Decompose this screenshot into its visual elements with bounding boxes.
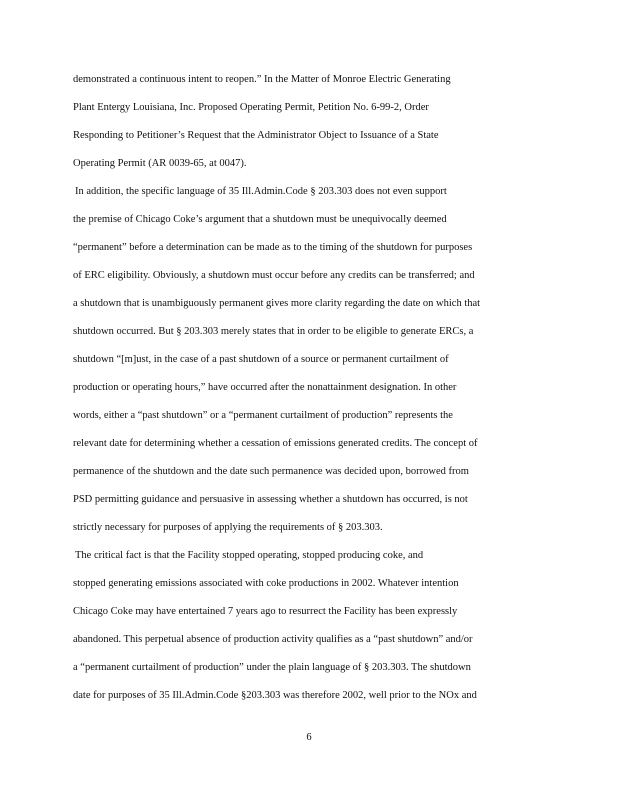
text-line-22: a “permanent curtailment of production” under the plain language of § 203.303. The shutdown [73, 662, 471, 673]
text-line-13: words, either a “past shutdown” or a “permanent curtailment of production” represents the [73, 410, 453, 421]
text-line-14: relevant date for determining whether a cessation of emissions generated credits. The concept of [73, 438, 478, 449]
text-line-11: shutdown “[m]ust, in the case of a past shutdown of a source or permanent curtailment of [73, 354, 449, 365]
text-line-18: The critical fact is that the Facility stopped operating, stopped producing coke, and [75, 550, 424, 561]
text-line-20: Chicago Coke may have entertained 7 years ago to resurrect the Facility has been expressly [73, 606, 458, 617]
text-line-21: abandoned. This perpetual absence of production activity qualifies as a “past shutdown” and/or [73, 634, 473, 645]
text-line-19: stopped generating emissions associated with coke productions in 2002. Whatever intention [73, 578, 459, 589]
text-line-17: strictly necessary for purposes of applying the requirements of § 203.303. [73, 522, 383, 533]
text-line-2: Plant Entergy Louisiana, Inc. Proposed Operating Permit, Petition No. 6-99-2, Order [73, 102, 429, 113]
text-line-4: Operating Permit (AR 0039-65, at 0047). [73, 158, 247, 169]
text-line-23: date for purposes of 35 Ill.Admin.Code §203.303 was therefore 2002, well prior to the NOx and [73, 690, 477, 701]
text-line-10: shutdown occurred. But § 203.303 merely states that in order to be eligible to generate ERCs, a [73, 326, 474, 337]
text-line-3: Responding to Petitioner’s Request that the Administrator Object to Issuance of a State [73, 130, 439, 141]
text-line-15: permanence of the shutdown and the date such permanence was decided upon, borrowed from [73, 466, 469, 477]
text-line-1: demonstrated a continuous intent to reopen.” In the Matter of Monroe Electric Generating [73, 74, 451, 85]
page-number: 6 [306, 732, 312, 743]
text-line-6: the premise of Chicago Coke’s argument that a shutdown must be unequivocally deemed [73, 214, 447, 225]
text-line-12: production or operating hours,” have occurred after the nonattainment designation. In other [73, 382, 457, 393]
text-line-16: PSD permitting guidance and persuasive in assessing whether a shutdown has occurred, is not [73, 494, 468, 505]
text-line-7: “permanent” before a determination can be made as to the timing of the shutdown for purposes [73, 242, 473, 253]
text-line-9: a shutdown that is unambiguously permanent gives more clarity regarding the date on which that [73, 298, 481, 309]
text-line-8: of ERC eligibility. Obviously, a shutdown must occur before any credits can be transferred; and [73, 270, 475, 281]
text-line-5: In addition, the specific language of 35 Ill.Admin.Code § 203.303 does not even support [75, 186, 447, 197]
